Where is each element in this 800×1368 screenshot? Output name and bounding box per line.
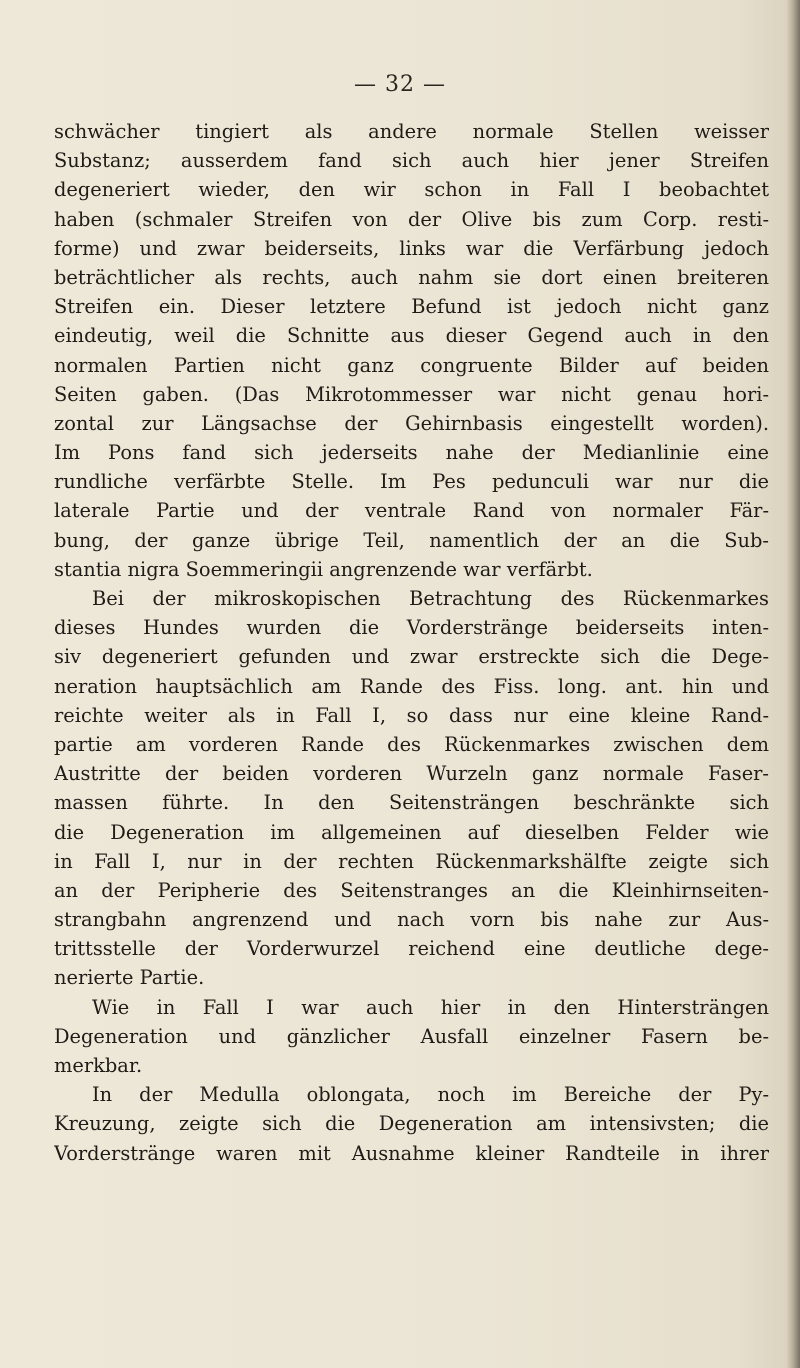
text-line: in Fall I, nur in der rechten Rückenmarkshälfte zeigte sich xyxy=(54,849,769,873)
text-line: partie am vorderen Rande des Rückenmarkes zwischen dem xyxy=(54,732,769,756)
text-line: rundliche verfärbte Stelle. Im Pes pedunculi war nur die xyxy=(54,470,769,494)
text-line: neration hauptsächlich am Rande des Fiss. long. ant. hin und xyxy=(54,674,769,698)
text-line: beträchtlicher als rechts, auch nahm sie dort einen breiteren xyxy=(54,265,769,289)
text-line: laterale Partie und der ventrale Rand von normaler Fär- xyxy=(54,499,769,523)
text-line: Streifen ein. Dieser letztere Befund ist jedoch nicht ganz xyxy=(54,295,769,319)
text-line: Wie in Fall I war auch hier in den Hintersträngen xyxy=(92,995,769,1019)
text-line: schwächer tingiert als andere normale Stellen weisser xyxy=(54,120,769,143)
text-line: bung, der ganze übrige Teil, namentlich der an die Sub- xyxy=(54,528,769,552)
text-line: reichte weiter als in Fall I, so dass nur eine kleine Rand- xyxy=(54,703,769,727)
text-line: forme) und zwar beiderseits, links war die Verfärbung jedoch xyxy=(54,236,769,260)
text-line: Austritte der beiden vorderen Wurzeln ganz normale Faser- xyxy=(54,762,769,786)
text-line: haben (schmaler Streifen von der Olive bis zum Corp. resti- xyxy=(54,207,769,231)
text-line: Vorderstränge waren mit Ausnahme kleiner Randteile in ihrer xyxy=(54,1141,769,1165)
text-line: eindeutig, weil die Schnitte aus dieser Gegend auch in den xyxy=(54,324,769,348)
text-line: siv degeneriert gefunden und zwar erstreckte sich die Dege- xyxy=(54,645,769,669)
page-number: — 32 — xyxy=(354,72,446,97)
text-line: strangbahn angrenzend und nach vorn bis nahe zur Aus- xyxy=(54,908,769,932)
text-line: stantia nigra Soemmeringii angrenzende war verfärbt. xyxy=(54,557,593,581)
text-line: Im Pons fand sich jederseits nahe der Medianlinie eine xyxy=(54,441,769,465)
text-line: an der Peripherie des Seitenstranges an die Kleinhirnseiten- xyxy=(54,878,769,902)
text-line: Seiten gaben. (Das Mikrotommesser war nicht genau hori- xyxy=(54,382,769,406)
text-line: zontal zur Längsachse der Gehirnbasis eingestellt worden). xyxy=(54,411,769,435)
text-line: Bei der mikroskopischen Betrachtung des Rückenmarkes xyxy=(92,587,769,610)
text-line: normalen Partien nicht ganz congruente Bilder auf beiden xyxy=(54,353,769,377)
text-line: trittsstelle der Vorderwurzel reichend eine deutliche dege- xyxy=(54,937,769,961)
text-line: degeneriert wieder, den wir schon in Fall I beobachtet xyxy=(54,178,769,202)
text-line: dieses Hundes wurden die Vorderstränge beiderseits inten- xyxy=(54,616,769,640)
page-edge-shadow xyxy=(786,0,800,1368)
text-line: In der Medulla oblongata, noch im Bereiche der Py- xyxy=(92,1083,769,1107)
text-line: Kreuzung, zeigte sich die Degeneration am intensivsten; die xyxy=(54,1112,769,1136)
text-line: Substanz; ausserdem fand sich auch hier jener Streifen xyxy=(54,149,769,173)
text-line: massen führte. In den Seitensträngen beschränkte sich xyxy=(54,791,769,815)
text-line: die Degeneration im allgemeinen auf dieselben Felder wie xyxy=(54,820,769,844)
body-text xyxy=(54,117,769,1168)
text-line: merkbar. xyxy=(54,1054,143,1077)
text-line: Degeneration und gänzlicher Ausfall einzelner Fasern be- xyxy=(54,1024,769,1048)
text-line: nerierte Partie. xyxy=(54,966,205,990)
